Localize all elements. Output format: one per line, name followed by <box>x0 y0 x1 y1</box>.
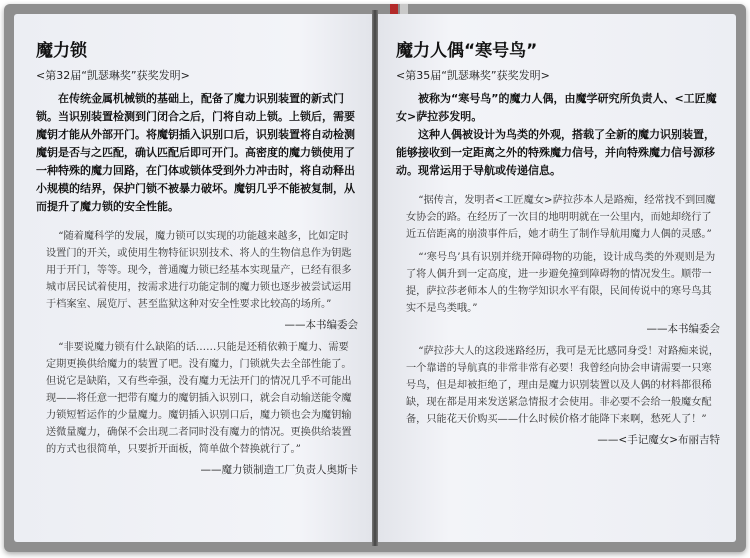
left-attribution-2: ——魔力锁制造工厂负责人奥斯卡 <box>200 464 358 476</box>
bookmark-ribbon-white <box>400 4 408 14</box>
left-quote-2: “非要说魔力锁有什么缺陷的话……只能是还稍依赖于魔力、需要定期更换供给魔力的装置了吧。没有魔力，门锁就失去全部性能了。但说它是缺陷，又有些牵强，没有魔力无法开门的情况几乎不可能出现——将任意一把带有魔力的魔钥插入识别口，就会自动输送能令魔力锁短暂运作的少量魔力。魔钥插入识别口后，魔力锁也会为魔钥输送微量魔力，确保不会出现二者同时没有魔力的情况。更换供给装置的方式也很简单，只要折开面板，简单做个替换就行了。” <box>46 342 352 455</box>
right-quote-1: “据传言，发明者<工匠魔女>萨拉莎本人是路痴，经常找不到回魔女协会的路。在经历了一次目的地明明就在一公里内，而她却绕行了近五倍距离的崩溃事件后，她才萌生了制作导航用魔力人偶的灵感。” <box>406 195 716 240</box>
left-attribution-1: ——本书编委会 <box>284 319 358 331</box>
left-quote-1: “随着魔科学的发展，魔力锁可以实现的功能越来越多，比如定时设置门的开关，或使用生物特征识别技术、将人的生物信息作为钥匙用于开门，等等。现今，普通魔力锁已经基本实现量产，已经有很多城市居民试着使用，按需求进行功能定制的魔力锁也逐步被尝试运用于档案室、展览厅、甚至监狱这种对安全性要求比较高的场所。” <box>46 231 352 310</box>
right-page-title: 魔力人偶“寒号鸟” <box>396 41 538 61</box>
left-page <box>14 14 372 542</box>
right-description-1: 被称为“寒号鸟”的魔力人偶，由魔学研究所负责人、<工匠魔女>萨拉莎发明。 <box>396 92 717 123</box>
right-description-2: 这种人偶被设计为鸟类的外观，搭载了全新的魔力识别装置，能够接收到一定距离之外的特殊魔力信号，并向特殊魔力信号源移动。现常运用于导航或传递信息。 <box>396 128 715 177</box>
right-quote-3: “萨拉莎大人的这段迷路经历，我可是无比感同身受！对路痴来说，一个靠谱的导航真的非常非常有必要！我曾经向协会申请需要一只寒号鸟，但是却被拒绝了，理由是魔力识别装置以及人偶的材料都很稀缺，现在都是用来发送紧急情报才会使用。非必要不会给一般魔女配备，只能花天价购买——什么时候价格才能降下来啊，愁死人了！” <box>406 346 719 425</box>
left-description: 在传统金属机械锁的基础上，配备了魔力识别装置的新式门锁。当识别装置检测到门闭合之后，门将自动上锁。上锁后，需要魔钥才能从外部开门。将魔钥插入识别口后，识别装置将自动检测魔钥是否与之匹配，确认匹配后即可开门。高密度的魔力锁使用了一种特殊的魔力回路，在门体或锁体受到外力冲击时，将自动释出小规模的结界，保护门锁不被暴力破坏。魔钥几乎不能被复制，从而提升了魔力锁的安全性能。 <box>36 92 355 213</box>
right-attribution-1: ——本书编委会 <box>646 323 720 335</box>
left-page-title: 魔力锁 <box>36 41 87 61</box>
right-attribution-2: ——<手记魔女>布丽吉特 <box>597 434 720 446</box>
right-award-line: <第35届“凯瑟琳奖”获奖发明> <box>396 69 550 82</box>
right-quote-2: “‘寒号鸟’具有识别并绕开障碍物的功能，设计成鸟类的外观则是为了将人偶升到一定高度，进一步避免撞到障碍物的情况发生。顺带一提，萨拉莎老师本人的生物学知识水平有限，民间传说中的寒号鸟其实不是鸟类哦。” <box>406 252 716 314</box>
left-award-line: <第32届“凯瑟琳奖”获奖发明> <box>36 69 190 82</box>
bookmark-ribbon-red <box>390 4 398 14</box>
book <box>4 4 746 552</box>
right-page <box>378 14 736 542</box>
